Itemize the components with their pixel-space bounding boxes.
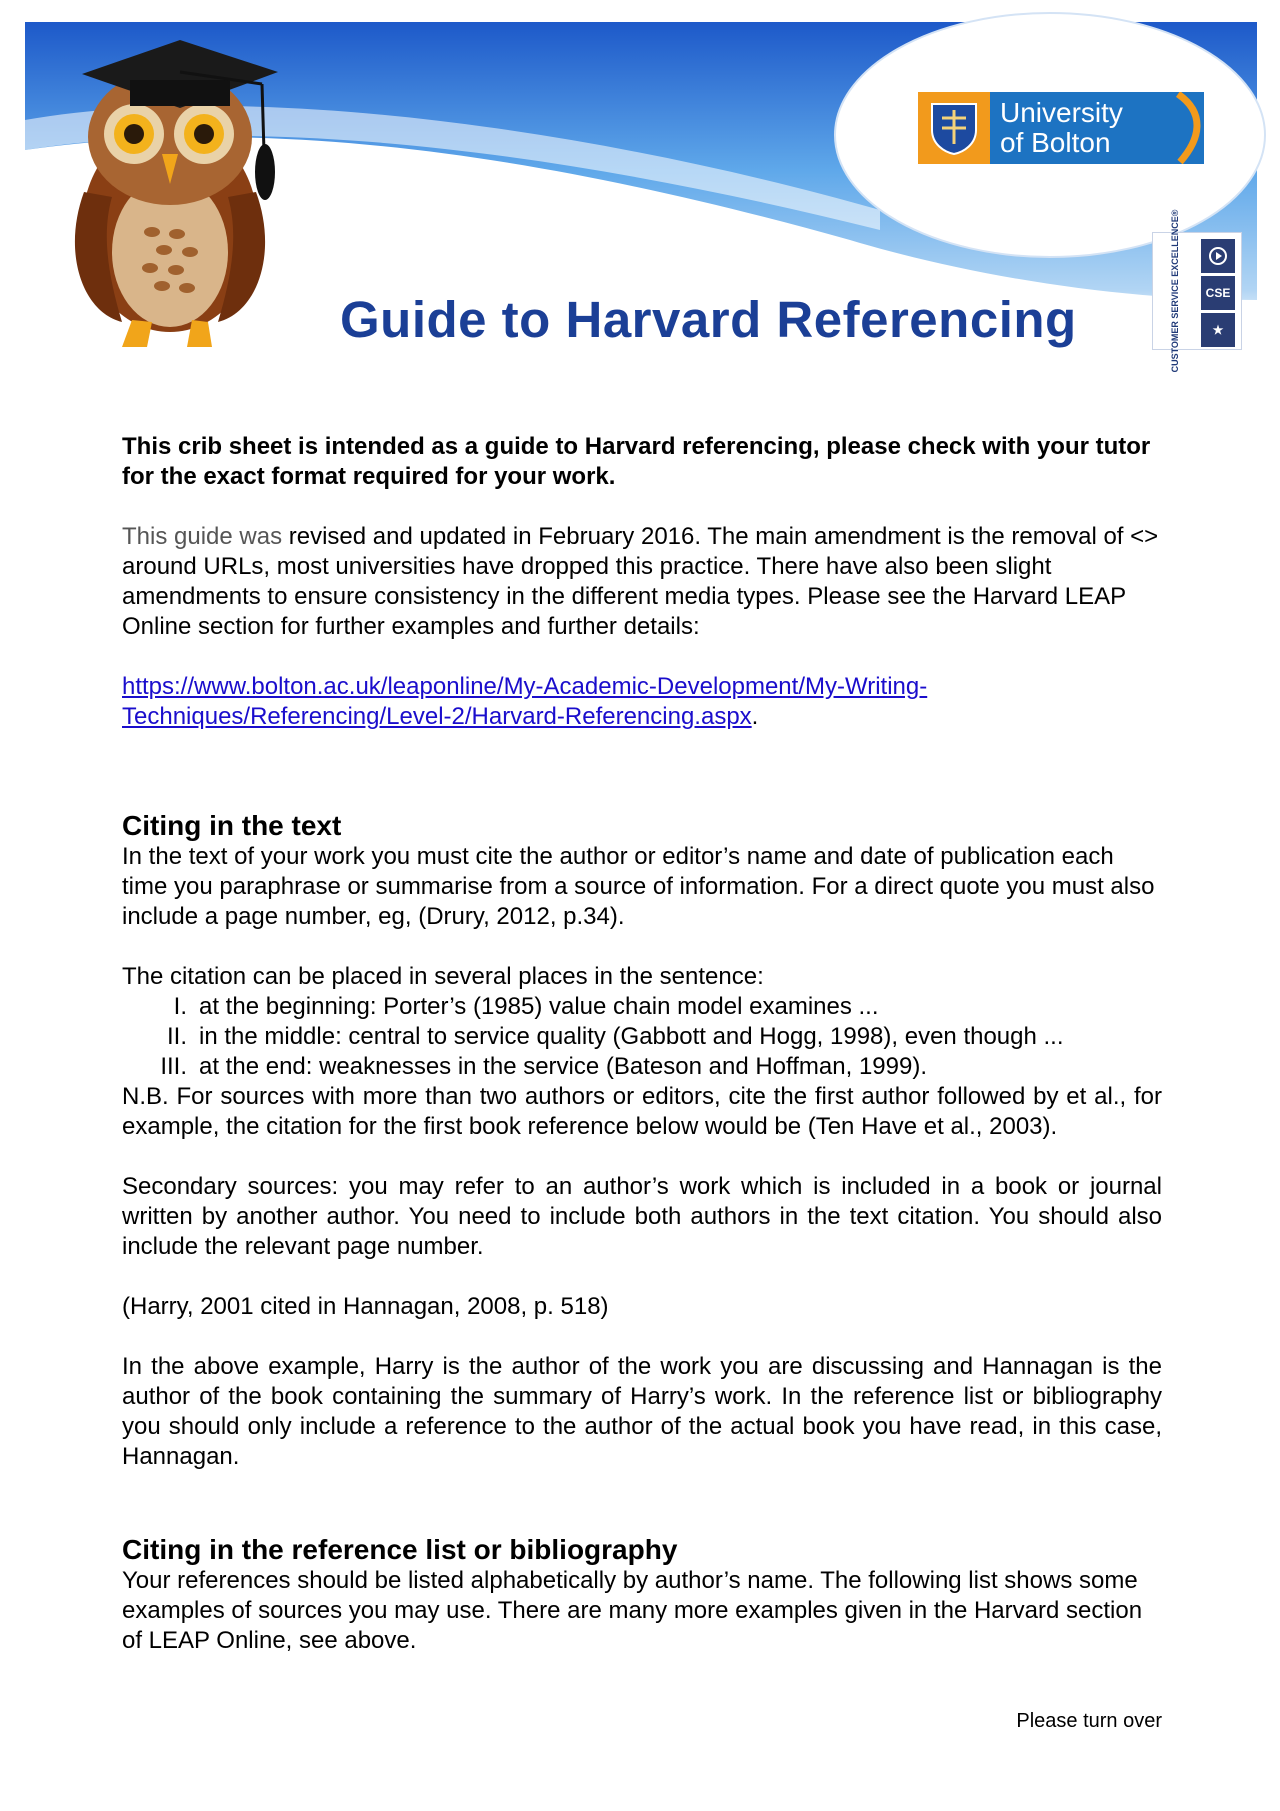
list-item: I. at the beginning: Porter’s (1985) value chain model examines ... xyxy=(173,993,879,1020)
placement-list xyxy=(122,992,1162,1082)
intro-paragraph: This crib sheet is intended as a guide to Harvard referencing, please check with your tutor for the exact format required for your work. xyxy=(122,433,1151,490)
placement-intro: The citation can be placed in several places in the sentence: xyxy=(122,963,764,990)
citation-example: (Harry, 2001 cited in Hannagan, 2008, p. 518) xyxy=(122,1293,609,1320)
logo-swoosh-icon xyxy=(1174,92,1204,164)
university-logo[interactable] xyxy=(918,92,1204,164)
reference-list-paragraph: Your references should be listed alphabetically by author’s name. The following list shows some examples of sources you may use. There are many more examples given in the Harvard section of LEAP Online, see above. xyxy=(122,1567,1143,1654)
logo-wordmark xyxy=(990,98,1123,158)
logo-line-2: of Bolton xyxy=(1000,127,1111,158)
crest-icon xyxy=(918,92,990,164)
owl-mascot-icon xyxy=(52,22,312,362)
link-suffix: . xyxy=(751,703,759,730)
leap-online-link[interactable]: https://www.bolton.ac.uk/leaponline/My-Academic-Development/My-Writing- Techniques/Referencing/Level-2/Harvard-Referencing.aspx xyxy=(122,673,928,730)
revision-text: revised and updated in February 2016. The main amendment is the removal of <> around URLs, most universities have dropped this practice. There have also been slight amendments to ensure consistency in the different media types. Please see the Harvard LEAP Online section for further examples and further details: xyxy=(122,523,1159,640)
list-item: II. in the middle: central to service quality (Gabbott and Hogg, 1998), even though ... xyxy=(166,1023,1064,1050)
nb-paragraph: N.B. For sources with more than two authors or editors, cite the first author followed by et al., for example, the citation for the first book reference below would be (Ten Have et al., 2003). xyxy=(122,1083,1162,1140)
revision-paragraph xyxy=(122,522,1162,642)
logo-line-1: University xyxy=(1000,97,1123,128)
document-body xyxy=(122,432,1162,1656)
please-turn-over: Please turn over xyxy=(1016,1710,1162,1732)
secondary-sources-paragraph: Secondary sources: you may refer to an author’s work which is included in a book or journal written by another author. You need to include both authors in the text citation. You should also include the relevant page number. xyxy=(122,1173,1162,1260)
cse-vertical-text: CUSTOMER SERVICE EXCELLENCE® xyxy=(1170,209,1180,373)
heading-reference-list: Citing in the reference list or bibliography xyxy=(122,1534,678,1565)
cse-label: CSE xyxy=(1201,276,1235,310)
heading-citing-in-text: Citing in the text xyxy=(122,810,342,841)
header-banner xyxy=(0,0,1280,385)
list-item: III. at the end: weaknesses in the service (Bateson and Hoffman, 1999). xyxy=(160,1053,927,1080)
play-icon xyxy=(1201,239,1235,273)
link-paragraph xyxy=(122,672,1162,732)
cse-badge xyxy=(1152,209,1242,373)
revision-lead: This guide was xyxy=(122,523,289,550)
citing-text-paragraph: In the text of your work you must cite the author or editor’s name and date of publication each time you paraphrase or summarise from a source of information. For a direct quote you must also include a page number, eg, (Drury, 2012, p.34). xyxy=(122,843,1155,930)
explanation-paragraph: In the above example, Harry is the author of the work you are discussing and Hannagan is the author of the book containing the summary of Harry’s work. In the reference list or bibliography you should only include a reference to the author of the actual book you have read, in this case, Hannagan. xyxy=(122,1353,1162,1470)
star-icon: ★ xyxy=(1201,313,1235,347)
page-title: Guide to Harvard Referencing xyxy=(340,291,1077,348)
